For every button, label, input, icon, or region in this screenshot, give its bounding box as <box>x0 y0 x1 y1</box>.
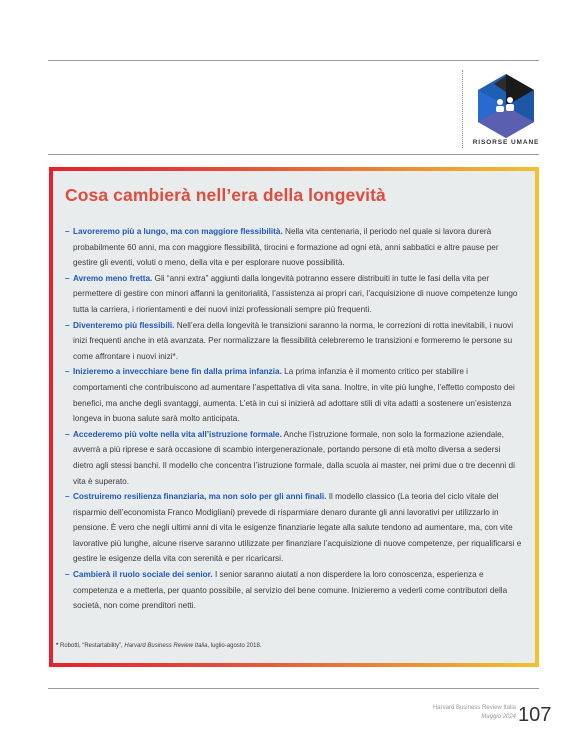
sidebar-box <box>49 167 539 667</box>
list-item <box>65 271 523 318</box>
publication-name: Harvard Business Review Italia <box>432 705 516 711</box>
dash-bullet: – <box>65 570 70 580</box>
item-body: Gli “anni extra” aggiunti dalla longevità potranno essere distribuiti in tutte le fasi della vita per permettere di gestire con minori affanni la genitorialità, l’assistenza ai propri cari, l’acquisizione di nuove competenze lungo tutta la carriera, i riorientamenti e dei nuovi inizi professionali sempre più frequenti. <box>73 273 518 314</box>
item-lead: Costruiremo resilienza finanziaria, ma non solo per gli anni finali. <box>73 492 327 502</box>
section-label: RISORSE UMANE <box>472 139 540 146</box>
header-bottom-rule <box>48 154 539 155</box>
list-item <box>65 567 523 614</box>
page-number: 107 <box>518 704 552 726</box>
item-body: I senior saranno aiutati a non disperdere la loro conoscenza, esperienza e competenza e a metterla, per quanto possibile, al servizio del bene comune. Inizieremo a vederli come contributori della società, non come prenditori netti. <box>73 570 508 611</box>
items-list <box>65 224 523 614</box>
item-body: Il modello classico (La teoria del ciclo vitale del risparmio dell’economista Franco Modigliani) prevede di risparmiare denaro durante gli anni lavorativi per utilizzarlo in pensione. È vero che negli ultimi anni di vita le esigenze finanziarie legate alla salute tendono ad aumentare, ma, con vite lavorative più lunghe, alcune riserve saranno utilizzate per finanziare l’acquisizione di nuove competenze, per riqualificarsi e gestire le esigenze della vita con serenità e per ricaricarsi. <box>73 492 522 564</box>
list-item <box>65 318 523 365</box>
box-title: Cosa cambierà nell’era della longevità <box>65 185 386 205</box>
footer-rule <box>48 688 539 689</box>
list-item <box>65 427 523 489</box>
item-body: Nell’era della longevità le transizioni saranno la norma, le correzioni di rotta inevitabili, i nuovi inizi frequenti anche in età avanzata. Per normalizzare la flessibilità celebreremo le transizioni e formeremo le persone su come affrontare i nuovi inizi*. <box>73 320 514 361</box>
item-lead: Lavoreremo più a lungo, ma con maggiore flessibilità. <box>73 227 283 236</box>
item-lead: Inizieremo a invecchiare bene fin dalla prima infanzia. <box>73 367 282 377</box>
footnote-prefix: Robotti, “Restartability”, <box>58 643 125 649</box>
item-lead: Cambierà il ruolo sociale dei senior. <box>73 570 213 580</box>
dash-bullet: – <box>65 429 70 439</box>
dash-bullet: – <box>65 273 70 283</box>
dash-bullet: – <box>65 367 70 377</box>
item-lead: Avremo meno fretta. <box>73 273 153 283</box>
top-rule <box>48 60 539 61</box>
list-item <box>65 489 523 567</box>
dotted-divider <box>462 70 463 148</box>
item-body: Anche l’istruzione formale, non solo la formazione aziendale, avverrà a più riprese e sarà occasione di scambio intergenerazionale, portando persone di età molto diversa a sedersi dietro agli stessi banchi. Il modello che concentra l’istruzione formale, dalla scuola ai master, nei primi due o tre decenni di vita è superato. <box>73 429 515 486</box>
dash-bullet: – <box>65 492 70 502</box>
item-lead: Diventeremo più flessibili. <box>73 320 175 330</box>
list-item <box>65 224 523 271</box>
folio <box>433 704 516 722</box>
item-body: La prima infanzia è il momento critico per stabilire i comportamenti che contribuiscono ad aumentare l’aspettativa di vita sana. Inoltre, in vite più lunghe, l’effetto composto dei benefici, ma anche degli svantaggi, aumenta. L’età in cui si inizierà ad adottare stili di vita adatti a sostenere un’esistenza longeva in buona salute sarà molto anticipata. <box>73 367 515 424</box>
list-item <box>65 364 523 426</box>
footnote-source: Harvard Business Review Italia <box>124 643 208 649</box>
item-lead: Accederemo più volte nella vita all’istruzione formale. <box>73 429 282 439</box>
issue-date: Maggio 2024 <box>481 714 516 720</box>
footnote-marker: * <box>56 643 59 649</box>
footnote-suffix: , luglio-agosto 2018. <box>207 643 262 649</box>
dash-bullet: – <box>65 320 70 330</box>
footnote <box>56 643 261 649</box>
item-body: Nella vita centenaria, il periodo nel quale si lavora durerà probabilmente 60 anni, ma con maggiore flessibilità, tirocini e formazione ad ogni età, anni sabbatici e altre pause per gestire gli eventi, voluti o meno, della vita e per esplorare nuove possibilità. <box>73 227 499 268</box>
section-logo-icon <box>472 72 540 140</box>
dash-bullet: – <box>65 227 70 236</box>
sidebar-box-inner <box>53 171 535 663</box>
